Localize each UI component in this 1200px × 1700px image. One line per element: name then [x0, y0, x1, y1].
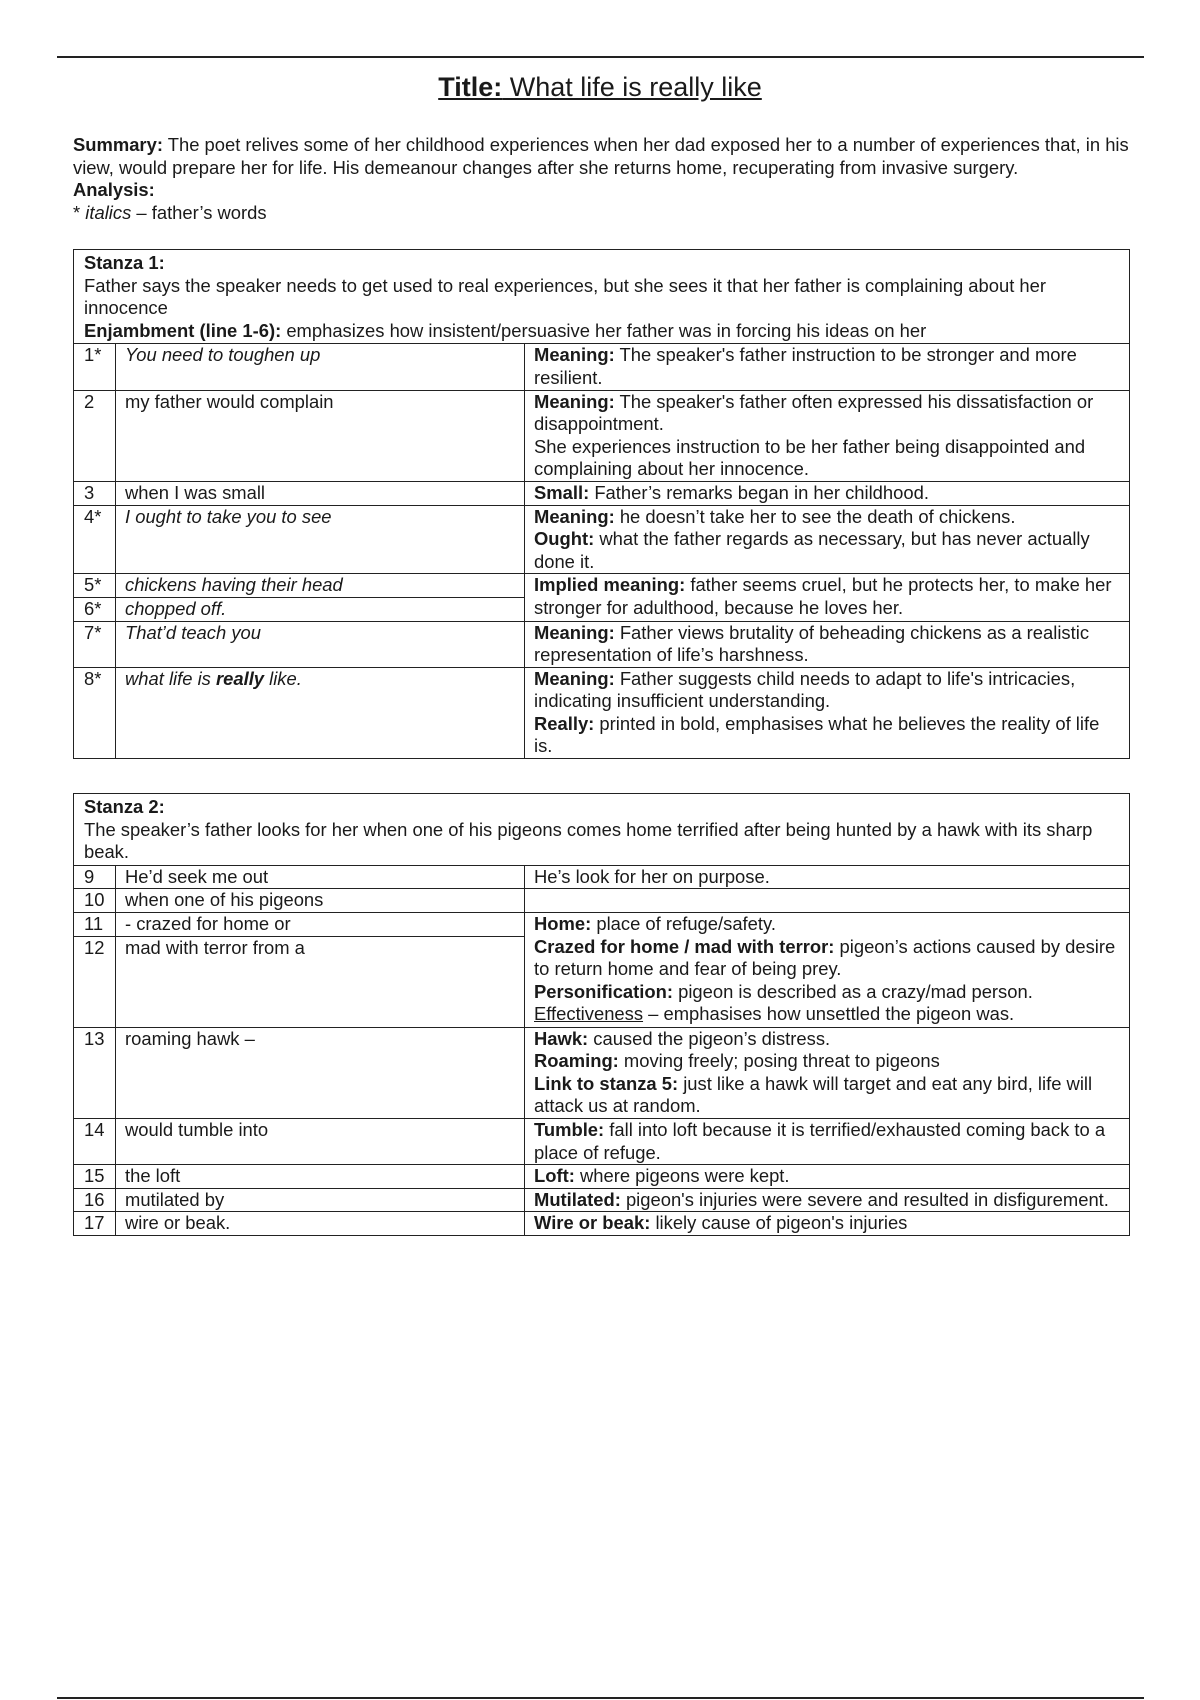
note-label: Personification:: [534, 980, 673, 1002]
table-row: [74, 621, 1129, 667]
note-label: Wire or beak:: [534, 1212, 651, 1234]
poem-line: wire or beak.: [116, 1212, 525, 1236]
note-label: Mutilated:: [534, 1188, 621, 1210]
analysis-note: [525, 1165, 1130, 1189]
line-number: 15: [74, 1165, 116, 1189]
stanza-1-label: Stanza 1:: [84, 252, 165, 273]
table-row: [74, 1118, 1129, 1164]
poem-line: when I was small: [116, 481, 525, 505]
table-row: [74, 912, 1129, 936]
poem-line: when one of his pigeons: [116, 889, 525, 913]
italics-note-rest: – father’s words: [131, 201, 267, 223]
analysis-label: Analysis:: [73, 179, 155, 201]
analysis-note: [525, 621, 1130, 667]
note-text: caused the pigeon’s distress.: [588, 1027, 831, 1049]
analysis-note: [525, 505, 1130, 574]
table-row: [74, 505, 1129, 574]
note-text: Father views brutality of beheading chickens as a realistic representation of life’s harshness.: [534, 621, 1090, 666]
stanza-1-enjambment: [84, 320, 1119, 343]
note-label: Implied meaning:: [534, 574, 686, 596]
stanza-2-description: The speaker’s father looks for her when one of his pigeons comes home terrified after being hunted by a hawk with its sharp beak.: [84, 818, 1093, 863]
note-label: Meaning:: [534, 621, 615, 643]
stanza-1-header: [74, 250, 1129, 344]
stanza-1-description: Father says the speaker needs to get used to real experiences, but she sees it that her father is complaining about her innocence: [84, 274, 1046, 319]
note-text: just like a hawk will target and eat any bird, life will attack us at random.: [534, 1072, 1093, 1117]
poem-line: the loft: [116, 1165, 525, 1189]
line-number: 1*: [74, 344, 116, 390]
page-title: [0, 72, 1200, 103]
line-number: 5*: [74, 574, 116, 598]
poem-line: I ought to take you to see: [116, 505, 525, 574]
table-row: [74, 866, 1129, 889]
note-text: pigeon is described as a crazy/mad person.: [672, 980, 1033, 1002]
intro-section: [73, 134, 1133, 224]
analysis-note: [525, 1027, 1130, 1118]
analysis-note: [525, 574, 1130, 621]
analysis-note: [525, 481, 1130, 505]
enjambment-text: emphasizes how insistent/persuasive her father was in forcing his ideas on her: [281, 319, 927, 341]
poem-line: That’d teach you: [116, 621, 525, 667]
stanza-1-lines: [74, 344, 1129, 759]
line-number: 11: [74, 912, 116, 936]
poem-line: [116, 667, 525, 758]
note-label: Ought:: [534, 528, 595, 550]
note-label: Crazed for home / mad with terror:: [534, 935, 835, 957]
note-text: She experiences instruction to be her father being disappointed and complaining about her innocence.: [534, 435, 1086, 480]
note-text: place of refuge/safety.: [591, 912, 776, 934]
bottom-rule: [57, 1697, 1144, 1699]
table-row: [74, 344, 1129, 390]
table-row: [74, 1188, 1129, 1212]
note-label: Roaming:: [534, 1050, 619, 1072]
italics-note: [73, 202, 1133, 225]
summary: [73, 134, 1133, 179]
note-label: Link to stanza 5:: [534, 1072, 679, 1094]
line-number: 12: [74, 936, 116, 1027]
stanza-2-table: [73, 793, 1130, 1236]
poem-line: roaming hawk –: [116, 1027, 525, 1118]
note-text: pigeon's injuries were severe and resulted in disfigurement.: [620, 1188, 1109, 1210]
note-text: Father’s remarks began in her childhood.: [589, 481, 929, 503]
note-text: what the father regards as necessary, but has never actually done it.: [534, 528, 1090, 572]
table-row: [74, 574, 1129, 598]
poem-line-part: like.: [264, 667, 302, 689]
stanza-2-lines: [74, 866, 1129, 1236]
note-label: Meaning:: [534, 667, 615, 689]
analysis-note: [525, 667, 1130, 758]
note-text: – emphasises how unsettled the pigeon was.: [643, 1003, 1015, 1025]
note-label: Meaning:: [534, 390, 615, 412]
line-number: 2: [74, 390, 116, 481]
note-text: moving freely; posing threat to pigeons: [618, 1050, 940, 1072]
note-label: Loft:: [534, 1165, 575, 1187]
line-number: 6*: [74, 597, 116, 621]
poem-line: - crazed for home or: [116, 912, 525, 936]
note-label: Home:: [534, 912, 592, 934]
line-number: 4*: [74, 505, 116, 574]
poem-line: would tumble into: [116, 1118, 525, 1164]
note-label: Meaning:: [534, 344, 615, 366]
top-rule: [57, 56, 1144, 58]
stanza-2-label: Stanza 2:: [84, 796, 165, 817]
line-number: 9: [74, 866, 116, 889]
note-label: Hawk:: [534, 1027, 589, 1049]
analysis-note: [525, 1118, 1130, 1164]
note-label: Small:: [534, 481, 590, 503]
summary-label: Summary:: [73, 134, 163, 155]
note-text: father seems cruel, but he protects her, to make her stronger for adulthood, because he loves her.: [534, 574, 1112, 618]
table-row: [74, 667, 1129, 758]
table-row: [74, 889, 1129, 913]
title-label: Title:: [438, 72, 503, 102]
analysis-note: [525, 344, 1130, 390]
note-label: Meaning:: [534, 505, 615, 527]
line-number: 13: [74, 1027, 116, 1118]
table-row: [74, 1165, 1129, 1189]
poem-line: chickens having their head: [116, 574, 525, 598]
analysis-note: [525, 390, 1130, 481]
analysis-note: He’s look for her on purpose.: [525, 866, 1130, 889]
note-text: where pigeons were kept.: [574, 1165, 790, 1187]
table-row: [74, 390, 1129, 481]
line-number: 7*: [74, 621, 116, 667]
poem-line: my father would complain: [116, 390, 525, 481]
poem-line: chopped off.: [116, 597, 525, 621]
stanza-1-table: [73, 249, 1130, 759]
poem-line: He’d seek me out: [116, 866, 525, 889]
line-number: 8*: [74, 667, 116, 758]
analysis-note: [525, 1212, 1130, 1236]
poem-line: mutilated by: [116, 1188, 525, 1212]
analysis-note-empty: [525, 889, 1130, 913]
note-text: Father suggests child needs to adapt to life's intricacies, indicating insufficient understanding.: [534, 667, 1076, 712]
poem-line: You need to toughen up: [116, 344, 525, 390]
poem-line-part: what life is: [125, 667, 216, 689]
note-underlined: Effectiveness: [534, 1003, 644, 1025]
line-number: 14: [74, 1118, 116, 1164]
note-label: Tumble:: [534, 1118, 605, 1140]
note-text: pigeon’s actions caused by desire to return home and fear of being prey.: [534, 935, 1116, 980]
table-row: [74, 481, 1129, 505]
note-text: The speaker's father instruction to be stronger and more resilient.: [534, 344, 1077, 388]
line-number: 17: [74, 1212, 116, 1236]
line-number: 10: [74, 889, 116, 913]
enjambment-label: Enjambment (line 1-6):: [84, 319, 282, 341]
summary-text: The poet relives some of her childhood experiences when her dad exposed her to a number of experiences that, in his view, would prepare her for life. His demeanour changes after she returns home, recuperating from invasive surgery.: [73, 134, 1129, 178]
title-text: What life is really like: [502, 72, 762, 102]
line-number: 3: [74, 481, 116, 505]
note-text: fall into loft because it is terrified/exhausted coming back to a place of refuge.: [534, 1118, 1106, 1163]
analysis-note: [525, 1188, 1130, 1212]
table-row: [74, 1212, 1129, 1236]
italics-note-italic: italics: [85, 201, 132, 223]
line-number: 16: [74, 1188, 116, 1212]
note-label: Really:: [534, 712, 595, 734]
table-row: [74, 1027, 1129, 1118]
poem-line: mad with terror from a: [116, 936, 525, 1027]
note-text: likely cause of pigeon's injuries: [650, 1212, 908, 1234]
stanza-2-header: [74, 794, 1129, 866]
note-text: he doesn’t take her to see the death of chickens.: [614, 505, 1016, 527]
analysis-note: [525, 912, 1130, 1027]
italics-note-star: *: [73, 201, 86, 223]
note-text: printed in bold, emphasises what he believes the reality of life is.: [534, 712, 1100, 757]
poem-line-bold: really: [215, 667, 265, 689]
note-text: The speaker's father often expressed his dissatisfaction or disappointment.: [534, 390, 1094, 435]
